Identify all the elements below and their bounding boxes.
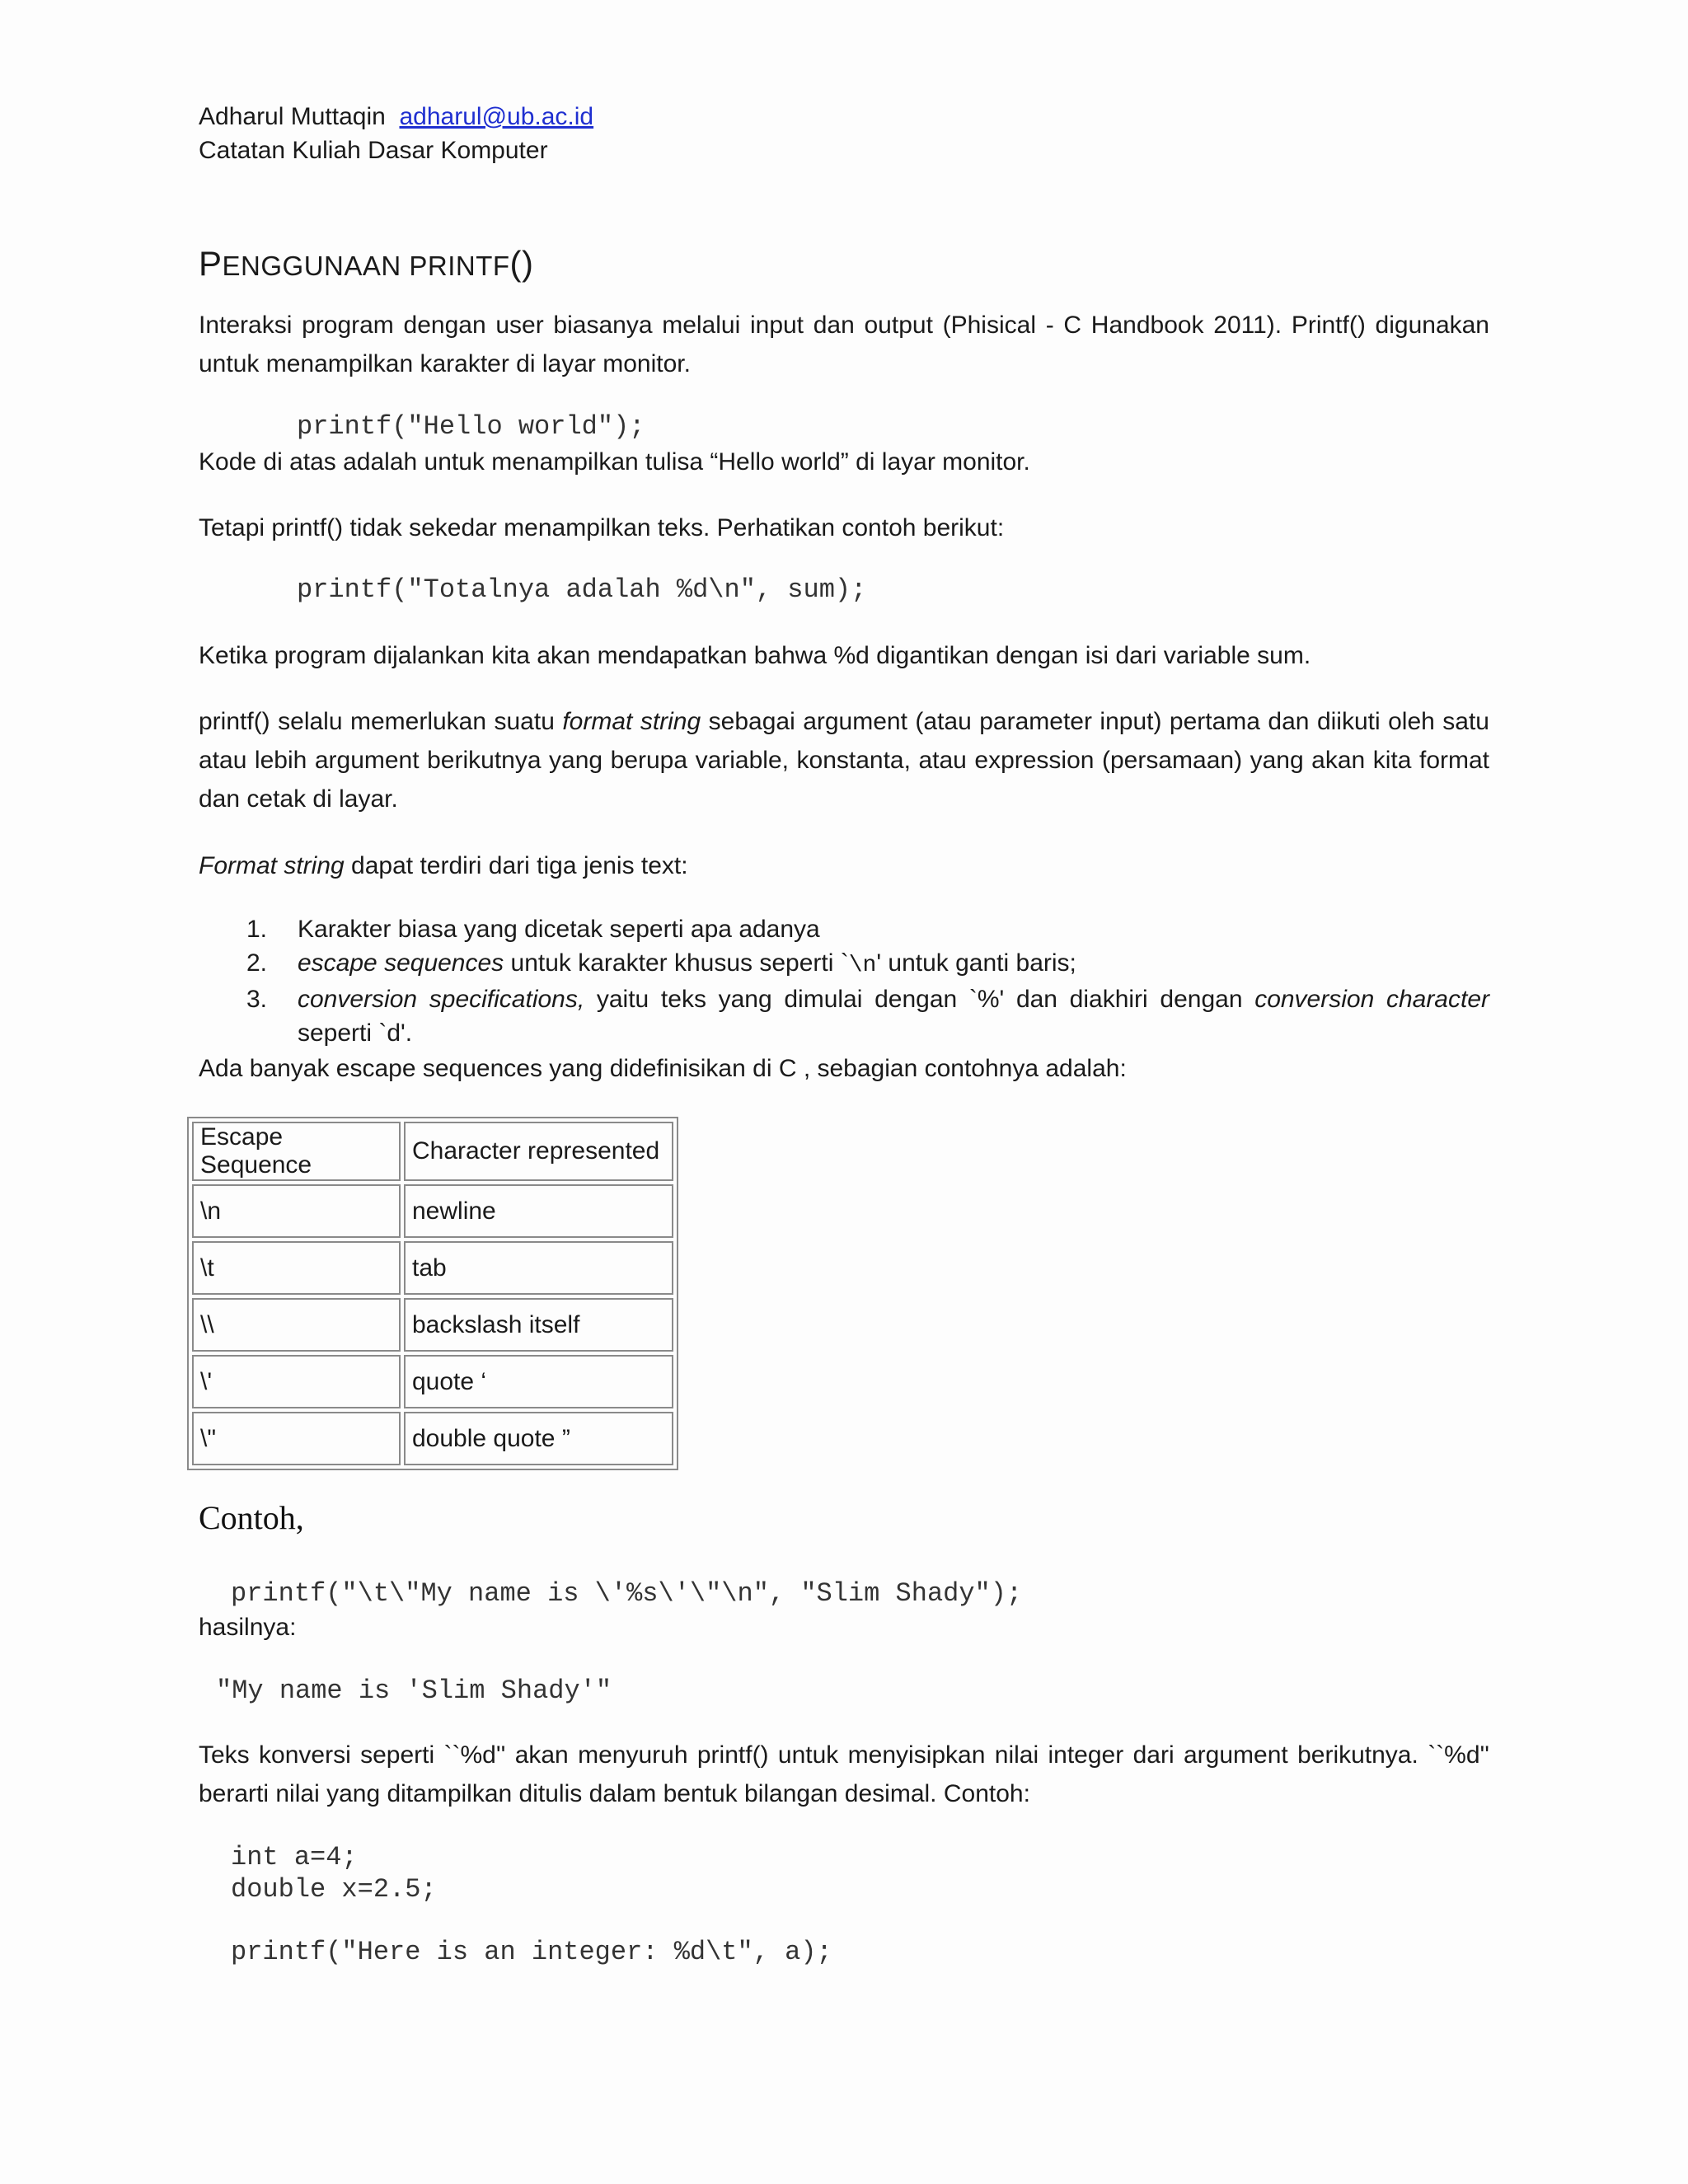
code-int-a: int a=4; — [231, 1842, 358, 1872]
format-string-paragraph — [199, 846, 688, 885]
tetapi-paragraph: Tetapi printf() tidak sekedar menampilkan teks. Perhatikan contoh berikut: — [199, 514, 1005, 541]
list-item-text: seperti `d'. — [298, 1019, 413, 1047]
list-item-emphasis: conversion character — [1254, 986, 1490, 1013]
after-code1-paragraph: Kode di atas adalah untuk menampilkan tulisa “Hello world” di layar monitor. — [199, 448, 1030, 476]
code-totalnya: printf("Totalnya adalah %d\n", sum); — [297, 574, 867, 605]
title-rest: ENGGUNAAN PRINTF — [222, 251, 510, 281]
escape-sequence-table — [187, 1117, 678, 1470]
teks-konversi-paragraph: Teks konversi seperti ``%d'' akan menyuruh printf() untuk menyisipkan nilai integer dari argument berikutnya. ``%d'' berarti nilai yang ditampilkan ditulis dalam bentuk bilangan desimal. Contoh: — [199, 1741, 1489, 1807]
table-header-cell: Character represented — [404, 1122, 673, 1181]
author-line — [199, 97, 593, 136]
ketika-paragraph: Ketika program dijalankan kita akan mendapatkan bahwa %d digantikan dengan isi dari variable sum. — [199, 642, 1311, 669]
list-item-text: yaitu teks yang dimulai dengan `%' dan diakhiri dengan — [584, 986, 1255, 1013]
format-string-rest: dapat terdiri dari tiga jenis text: — [344, 852, 688, 879]
hasilnya-label: hasilnya: — [199, 1614, 297, 1641]
list-item — [199, 946, 1489, 982]
list-item — [199, 912, 1489, 946]
table-row — [192, 1241, 673, 1295]
table-cell: \t — [192, 1241, 401, 1295]
format-string-emphasis: Format string — [199, 852, 345, 879]
format-types-list — [199, 912, 1489, 1050]
code-example-printf: printf("\t\"My name is \'%s\'\"\n", "Slim Shady"); — [231, 1578, 1023, 1609]
printf-paragraph-emphasis: format string — [562, 708, 701, 735]
ada-banyak-paragraph: Ada banyak escape sequences yang didefinisikan di C , sebagian contohnya adalah: — [199, 1055, 1127, 1082]
table-row — [192, 1355, 673, 1408]
list-item-emphasis: conversion specifications, — [298, 986, 585, 1013]
table-row — [192, 1412, 673, 1465]
printf-paragraph-part1: printf() selalu memerlukan suatu — [199, 708, 563, 735]
list-item-emphasis: escape sequences — [298, 949, 504, 977]
table-cell: \' — [192, 1355, 401, 1408]
table-row — [192, 1184, 673, 1238]
list-number: 3. — [246, 986, 268, 1013]
table-cell: tab — [404, 1241, 673, 1295]
title-initial: P — [199, 244, 223, 283]
page-title — [199, 244, 534, 284]
list-number: 2. — [246, 949, 268, 977]
table-header-cell: Escape Sequence — [192, 1122, 401, 1181]
title-parens: () — [509, 244, 534, 283]
printf-paragraph-part2: sebagai argument (atau parameter input) pertama dan diikuti oleh satu atau lebih argument berikutnya yang berupa variable, konstanta, atau expression (persamaan) yang akan kita format dan cetak di layar. — [199, 708, 1489, 813]
list-item-text: ' untuk ganti baris; — [876, 949, 1076, 977]
table-cell: \\ — [192, 1298, 401, 1352]
list-number: 1. — [246, 916, 268, 943]
course-name: Catatan Kuliah Dasar Komputer — [199, 137, 548, 164]
code-hello-world: printf("Hello world"); — [297, 411, 645, 442]
table-cell: \" — [192, 1412, 401, 1465]
table-row — [192, 1298, 673, 1352]
table-header-row — [192, 1122, 673, 1181]
code-printf-integer: printf("Here is an integer: %d\t", a); — [231, 1937, 832, 1967]
table-cell: newline — [404, 1184, 673, 1238]
table-cell: backslash itself — [404, 1298, 673, 1352]
example-heading: Contoh, — [199, 1499, 304, 1536]
author-email-link[interactable]: adharul@ub.ac.id — [399, 103, 594, 130]
list-item — [199, 982, 1489, 1050]
list-item-text: untuk karakter khusus seperti ` — [504, 949, 849, 977]
list-item-code: \n — [848, 953, 877, 978]
intro-paragraph: Interaksi program dengan user biasanya melalui input dan output (Phisical - C Handbook 2011). Printf() digunakan untuk menampilkan karakter di layar monitor. — [199, 312, 1489, 377]
code-double-x: double x=2.5; — [231, 1874, 437, 1905]
example-output: "My name is 'Slim Shady'" — [216, 1675, 612, 1706]
list-item-text: Karakter biasa yang dicetak seperti apa adanya — [298, 916, 820, 943]
table-cell: quote ‘ — [404, 1355, 673, 1408]
printf-paragraph — [199, 702, 1489, 818]
table-cell: double quote ” — [404, 1412, 673, 1465]
author-name: Adharul Muttaqin — [199, 103, 386, 130]
table-cell: \n — [192, 1184, 401, 1238]
